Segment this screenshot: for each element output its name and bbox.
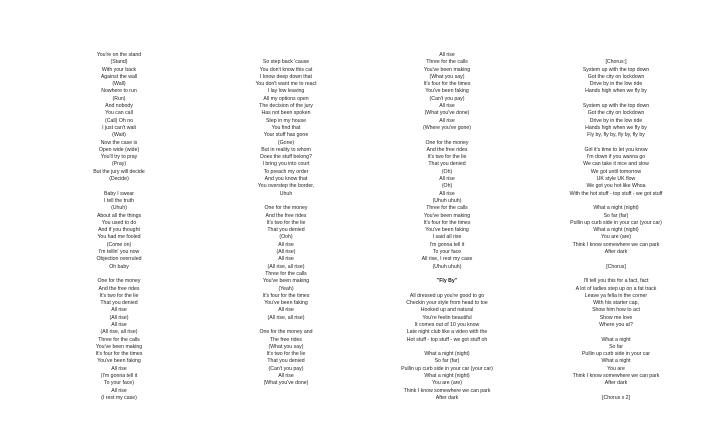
lyric-line: After dark: [604, 380, 628, 387]
lyric-line: Hooked up and natural: [420, 307, 474, 314]
blank-line: [86, 183, 152, 190]
lyric-line: (Call) Oh no: [105, 117, 133, 124]
blank-line: [562, 96, 670, 103]
lyric-line: (Ooh): [279, 234, 293, 241]
lyric-line: About all the things: [96, 212, 142, 219]
lyric-line: (Oh): [441, 183, 453, 190]
lyric-line: It's four for the times: [95, 351, 143, 358]
lyric-line: It's four for the times: [423, 81, 471, 88]
lyric-line: (Uhuh): [111, 205, 127, 212]
lyric-line: It's two for the lie: [99, 292, 139, 299]
lyric-line: Hands high when we fly by: [585, 124, 647, 131]
lyric-line: Open wide (wide): [98, 146, 140, 153]
lyric-line: (All rise, all rise): [267, 314, 305, 321]
lyric-line: With your back: [101, 66, 137, 73]
lyric-line: Leave ya fella in the corner: [584, 292, 648, 299]
blank-line: [562, 329, 670, 336]
lyric-line: You're feelin beautiful: [422, 314, 472, 321]
lyric-line: All rise: [111, 387, 127, 394]
lyric-line: Against the wall: [100, 73, 138, 80]
lyrics-column-3: [397, 52, 497, 402]
blank-line: [562, 140, 670, 147]
lyric-line: Late night club like a video with the: [406, 329, 488, 336]
blank-line: [243, 322, 329, 329]
lyric-line: (Can't you pay): [268, 365, 304, 372]
lyric-line: I know deep down that: [260, 73, 312, 80]
lyric-line: (Uhuh uhuh): [432, 263, 462, 270]
lyric-line: All rise: [439, 176, 455, 183]
blank-line: [243, 52, 329, 59]
lyric-line: It's two for the lie: [427, 154, 467, 161]
lyric-line: You've been making: [423, 212, 471, 219]
lyric-line: Show me love: [599, 314, 633, 321]
lyric-line: You don't know this cat: [259, 66, 313, 73]
lyric-line: You'll try to pray: [100, 154, 138, 161]
lyric-line: Three for the calls: [265, 270, 307, 277]
blank-line: [397, 132, 497, 139]
lyric-line: You've been faking: [97, 358, 141, 365]
lyric-line: You overstep the border,: [257, 183, 315, 190]
blank-line: [562, 271, 670, 278]
lyric-line: (All rise): [109, 314, 129, 321]
lyric-line: You used to do: [101, 219, 137, 226]
lyric-line: After dark: [435, 394, 459, 401]
blank-line: [562, 52, 670, 59]
lyric-line: I said all rise: [432, 234, 462, 241]
lyric-line: The decision of the jury: [259, 103, 313, 110]
lyric-line: The free rides: [269, 336, 302, 343]
lyric-line: I bring you into court: [262, 161, 310, 168]
lyric-line: What a night (night): [593, 227, 639, 234]
lyric-line: And nobody: [105, 103, 133, 110]
lyric-line: Got the city on lockdown: [587, 110, 645, 117]
lyric-line: Objection overruled: [96, 256, 142, 263]
lyric-line: System up with the top down: [582, 103, 650, 110]
lyric-line: I'm gonna tell it: [429, 241, 465, 248]
lyric-line: One for the money: [425, 139, 469, 146]
lyric-line: You find that: [271, 124, 301, 131]
blank-line: [562, 256, 670, 263]
lyric-line: Think I know somewhere we can park: [572, 241, 660, 248]
lyric-line: (Yeah): [278, 285, 294, 292]
lyric-line: A lot of ladies step up on a fat track: [575, 285, 657, 292]
lyric-line: Hands high when we fly by: [585, 88, 647, 95]
lyric-line: One for the money: [264, 205, 308, 212]
lyric-line: (What you say): [429, 73, 465, 80]
lyric-line: Does the stuff belong?: [260, 154, 312, 161]
lyrics-column-2: [243, 52, 329, 388]
lyric-line: Now the case is: [100, 139, 138, 146]
lyric-line: It's four for the times: [423, 219, 471, 226]
lyric-line: That you denied: [100, 300, 138, 307]
lyric-line: (Where you've gone): [423, 124, 471, 131]
lyric-line: Fly by, fly by, fly by, fly by: [587, 132, 645, 139]
lyrics-column-4: [562, 52, 670, 402]
lyric-line: Three for the calls: [426, 59, 468, 66]
lyric-line: (I'm gonna tell it: [100, 373, 138, 380]
lyric-line: You've been making: [262, 278, 310, 285]
lyric-line: We got you hot like Whoa: [586, 183, 646, 190]
lyric-line: (What you say): [268, 343, 304, 350]
blank-line: [562, 388, 670, 395]
lyric-line: Checkin your style from head to toe: [406, 300, 488, 307]
lyric-line: I tell the truth: [104, 197, 134, 204]
lyric-line: (Oh): [441, 168, 453, 175]
lyric-line: Nowhere to run: [101, 88, 137, 95]
lyric-line: But the jury will decide: [93, 168, 145, 175]
lyric-line: Pullin up curb side in your car (your car): [570, 219, 662, 226]
lyric-line: All my options open: [263, 95, 309, 102]
lyric-line: And you know that: [264, 176, 308, 183]
lyric-line: All rise: [439, 190, 455, 197]
lyric-line: You are (are): [600, 234, 632, 241]
lyric-line: All rise: [439, 117, 455, 124]
lyric-line: So far (far): [434, 358, 460, 365]
lyric-line: With his starter cap,: [593, 300, 639, 307]
lyric-line: Step in my house: [265, 117, 307, 124]
lyric-line: After dark: [604, 249, 628, 256]
lyric-line: All rise: [111, 365, 127, 372]
blank-line: [397, 271, 497, 278]
lyric-line: All rise, I rest my case: [421, 256, 473, 263]
lyric-line: It's two for the lie: [266, 219, 306, 226]
song-title: "Fly By": [436, 278, 458, 285]
lyric-line: One for the money: [97, 278, 141, 285]
lyric-line: You've been making: [423, 66, 471, 73]
lyric-line: All rise: [278, 241, 294, 248]
lyric-line: All rise: [278, 256, 294, 263]
lyric-line: I just can't wait: [102, 124, 136, 131]
lyric-line: I'll tell you this for a fact, fact: [583, 278, 649, 285]
lyric-line: That you denied: [267, 227, 305, 234]
lyric-line: And the free rides: [265, 212, 307, 219]
lyric-line: What a night: [601, 336, 631, 343]
lyric-line: (Uhuh uhuh): [432, 197, 462, 204]
lyric-line: You've been making: [95, 343, 143, 350]
lyric-line: You are: [607, 365, 625, 372]
lyric-line: What a night (night): [424, 351, 470, 358]
lyric-line: Drive by in the low ride: [589, 117, 643, 124]
lyric-line: Drive by in the low ride: [589, 81, 643, 88]
lyric-line: So step back 'cause: [262, 59, 310, 66]
lyric-line: You are (are): [431, 380, 463, 387]
lyric-line: Baby I swear: [104, 190, 134, 197]
lyric-line: What a night: [601, 358, 631, 365]
lyric-line: (Decide): [109, 176, 129, 183]
blank-line: [243, 198, 329, 205]
lyric-line: Got the city on lockdown: [587, 73, 645, 80]
lyric-line: Think I know somewhere we can park: [572, 373, 660, 380]
lyric-line: Three for the calls: [426, 205, 468, 212]
lyric-line: But in reality to whom: [261, 146, 311, 153]
lyric-line: Girl it's time to let you know: [584, 146, 648, 153]
lyric-line: All dressed up you're good to go: [409, 292, 485, 299]
lyrics-column-1: [86, 52, 152, 402]
lyric-line: It's four for the times: [262, 292, 310, 299]
lyric-line: Think I know somewhere we can park: [403, 387, 491, 394]
lyric-line: Your stuff has gone: [263, 132, 309, 139]
lyric-line: (All rise): [276, 249, 296, 256]
blank-line: [397, 344, 497, 351]
lyric-line: [Chorus:]: [605, 59, 627, 66]
lyric-line: UK style UK flow: [596, 176, 636, 183]
lyric-line: (All rise, all rise): [267, 263, 305, 270]
lyric-line: (I rest my case): [101, 394, 137, 401]
lyric-line: (Pray): [111, 161, 127, 168]
lyric-line: What a night (night): [593, 205, 639, 212]
lyric-line: What a night (night): [424, 373, 470, 380]
lyric-line: I'm down if you wanna go: [586, 154, 646, 161]
lyric-line: You don't want me to react: [255, 81, 317, 88]
lyric-line: We got until tomorrow: [590, 168, 642, 175]
lyric-line: All rise: [278, 373, 294, 380]
lyric-line: To preach my order: [263, 168, 309, 175]
lyric-line: To your face): [104, 380, 134, 387]
lyric-line: Pullin up curb side in your car (your car): [401, 365, 493, 372]
lyric-line: (All rise, all rise): [100, 329, 138, 336]
lyric-line: (Can't you pay): [429, 95, 465, 102]
lyric-line: (Stand): [110, 59, 128, 66]
lyric-line: Has not been spoken: [261, 110, 311, 117]
lyric-line: And the free rides: [426, 146, 468, 153]
lyric-line: It's two for the lie: [266, 351, 306, 358]
lyric-line: Uhuh: [279, 190, 293, 197]
lyric-line: (Run): [112, 95, 126, 102]
lyric-line: All rise: [278, 307, 294, 314]
lyric-line: (What you've done): [263, 380, 309, 387]
lyric-line: So far (far): [603, 212, 629, 219]
lyric-line: (Come on): [106, 241, 132, 248]
lyric-line: That you denied: [267, 358, 305, 365]
lyric-line: All rise: [439, 52, 455, 58]
lyric-line: Hot stuff - top stuff - we got stuff oh: [406, 336, 488, 343]
lyric-line: System up with the top down: [582, 66, 650, 73]
lyric-line: I lay low leaving: [267, 88, 305, 95]
lyric-line: (Wall): [112, 81, 126, 88]
lyric-line: (What you've done): [424, 110, 470, 117]
lyric-line: Where you at?: [599, 321, 633, 328]
lyric-line: With the hot stuff - top stuff - we got stuff: [569, 190, 663, 197]
lyric-line: You can call: [105, 110, 133, 117]
lyric-line: And if you thought: [98, 227, 140, 234]
lyric-line: You've been faking: [264, 300, 308, 307]
lyric-line: All rise: [111, 321, 127, 328]
lyric-line: [Chorus]: [606, 263, 626, 270]
lyric-line: You had me fooled: [97, 234, 141, 241]
lyric-line: Show him how to act: [592, 307, 640, 314]
lyric-line: One for the money and: [259, 329, 313, 336]
lyric-line: And the free rides: [98, 285, 140, 292]
lyric-line: All rise: [111, 307, 127, 314]
lyric-line: That you denied: [428, 161, 466, 168]
lyric-line: (Wait): [112, 132, 126, 139]
lyric-line: You've been faking: [425, 88, 469, 95]
blank-line: [562, 198, 670, 205]
lyric-line: To your face: [432, 249, 462, 256]
lyric-line: It comes out of 10 you know: [414, 321, 480, 328]
lyric-line: You've been faking: [425, 227, 469, 234]
lyric-line: All rise: [439, 103, 455, 110]
blank-line: [86, 271, 152, 278]
lyric-line: Three for the calls: [98, 336, 140, 343]
blank-line: [397, 286, 497, 293]
lyric-line: (Gone): [277, 139, 295, 146]
lyric-line: Oh baby: [109, 263, 129, 270]
lyric-line: We can take it nice and slow: [583, 161, 649, 168]
lyric-line: You're on the stand: [96, 52, 142, 58]
lyric-line: So far: [609, 343, 623, 350]
lyric-line: Pullin up curb side in your car: [581, 351, 651, 358]
lyric-line: [Chorus x 2]: [602, 394, 630, 401]
lyric-line: I'm tellin' you now: [98, 249, 140, 256]
